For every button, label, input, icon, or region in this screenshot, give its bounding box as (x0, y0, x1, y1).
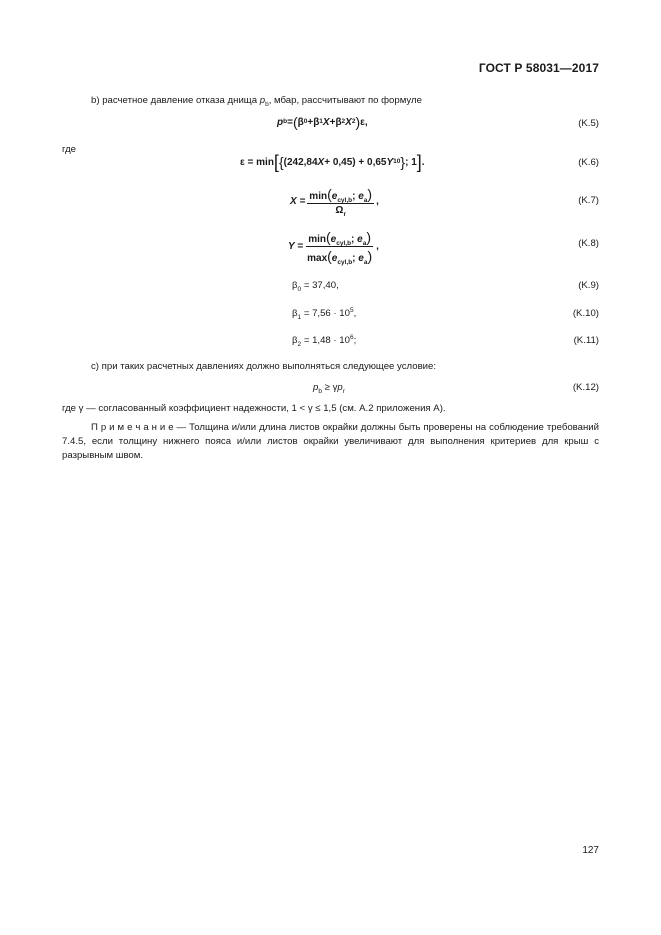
k5-lhs: p (277, 116, 284, 128)
k5-b0: β (297, 116, 304, 128)
k6-inner1: (242,84 (283, 156, 318, 168)
note-text: — Толщина и/или длина листов окрайки должны быть проверены на соблюдение требований 7.4.5, если толщину нижнего пояса и/или листов окрайки увеличивают для выполнения критериев для крыш с разрывным швом. (62, 422, 599, 461)
k11-rest: = 1,48 · 10 (301, 335, 350, 346)
k7-denominator (333, 204, 348, 216)
k10-rest: = 7,56 · 10 (301, 308, 350, 319)
k8-den-e1: e (331, 252, 338, 264)
page-number: 127 (582, 845, 599, 856)
k11-end: ; (353, 335, 357, 346)
item-b-var: p (259, 95, 266, 106)
k8-num-open: ( (326, 228, 331, 245)
equation-number-k8: (K.8) (578, 238, 599, 249)
k12-lhs-sub: b (318, 387, 322, 395)
k6-x: X (317, 156, 325, 168)
where-label: где (62, 144, 77, 155)
k5-close: ) (355, 114, 361, 130)
k6-y: Y (386, 156, 394, 168)
formula-k6: ε = min [ { (242,84 X + 0,45) + 0,65 Y 10 } ; 1 ] . (240, 151, 425, 172)
formula-k12 (313, 382, 345, 393)
k6-dot: . (421, 156, 425, 168)
k11-sub: 2 (297, 340, 302, 348)
k8-num-sep: ; (351, 233, 358, 245)
gamma-definition: где γ — согласованный коэффициент надежности, 1 < γ ≤ 1,5 (см. А.2 приложения А). (62, 403, 446, 414)
item-b-var-sub: b (265, 100, 269, 108)
k6-inner2: + 0,45) + 0,65 (324, 156, 387, 168)
k8-den-e2-sub: a (363, 258, 368, 266)
k8-denominator (305, 247, 374, 264)
equation-number-k6: (K.6) (578, 157, 599, 168)
k8-num-text: min (308, 233, 326, 245)
formula-k7 (290, 184, 379, 218)
k8-fraction (305, 229, 374, 264)
item-b-paragraph (91, 95, 422, 106)
k7-num-e2: e (358, 191, 364, 202)
formula-k10 (292, 308, 356, 319)
equation-number-k12: (K.12) (572, 382, 599, 393)
k5-tail: , (364, 116, 368, 128)
equation-number-k9: (K.9) (578, 280, 599, 291)
k8-tail: , (376, 240, 379, 252)
k6-lhs: ε = min (240, 156, 274, 168)
note-label: П р и м е ч а н и е (91, 422, 174, 433)
k5-plus2: + (329, 116, 336, 128)
k8-num-close: ) (366, 228, 372, 245)
k7-num-open: ( (327, 186, 332, 202)
k8-lhs: Y = (288, 240, 304, 252)
formula-k9 (292, 280, 339, 291)
item-b-text-after: , мбар, рассчитывают по формуле (268, 95, 422, 106)
k6-right-bracket: ] (416, 151, 422, 172)
note-paragraph (62, 421, 599, 463)
k12-lhs: p (313, 382, 319, 393)
k5-b2: β (335, 116, 342, 128)
k8-num-e1-sub: cyl,b (336, 239, 352, 247)
k8-den-sep: ; (352, 252, 359, 264)
k7-numerator (307, 186, 374, 204)
k5-x1: X (322, 116, 330, 128)
k8-den-close: ) (367, 247, 373, 264)
k7-lhs: X = (290, 195, 306, 207)
item-c-paragraph: c) при таких расчетных давлениях должно выполняться следующее условие: (91, 361, 437, 372)
k7-den-sub: r (343, 211, 346, 218)
equation-number-k10: (K.10) (572, 308, 599, 319)
k5-b1: β (313, 116, 320, 128)
k7-num-close: ) (367, 186, 373, 202)
k7-num-e1: e (331, 191, 338, 202)
k5-eps: ε (360, 116, 365, 128)
k8-num-e1: e (330, 233, 337, 245)
formula-k11 (292, 335, 356, 346)
k12-mid: ≥ γ (321, 382, 338, 393)
k9-sym: β (292, 280, 298, 291)
equation-number-k5: (K.5) (578, 118, 599, 129)
k8-den-text: max (307, 252, 328, 264)
k8-numerator (306, 229, 373, 247)
k8-num-e2: e (357, 233, 363, 245)
k11-sym: β (292, 335, 298, 346)
formula-k5: p b = ( β 0 + β 1 X + β 2 X 2 ) ε , (277, 114, 368, 130)
k6-right-brace: } (400, 154, 406, 170)
k5-x2: X (345, 116, 352, 128)
k8-num-e2-sub: a (362, 239, 367, 247)
k7-den: Ω (335, 205, 344, 216)
k10-sup: 5 (349, 306, 354, 314)
item-b-text-before: b) расчетное давление отказа днища (91, 95, 260, 106)
k12-rhs: p (337, 382, 343, 393)
k7-num-text: min (309, 191, 328, 202)
k10-sym: β (292, 308, 298, 319)
k10-end: , (353, 308, 357, 319)
k7-fraction (307, 186, 374, 216)
equation-number-k7: (K.7) (578, 195, 599, 206)
k6-left-bracket: [ (273, 151, 279, 172)
k7-num-e1-sub: cyl,b (337, 197, 353, 204)
k8-den-e2: e (358, 252, 364, 264)
k12-rhs-sub: r (342, 387, 345, 395)
k6-left-brace: { (278, 154, 284, 170)
k5-plus1: + (307, 116, 314, 128)
k11-sup: 6 (349, 333, 354, 341)
document-header: ГОСТ Р 58031—2017 (478, 61, 599, 75)
k7-tail: , (376, 195, 379, 207)
k10-sub: 1 (297, 313, 302, 321)
k7-num-e2-sub: a (363, 197, 368, 204)
k9-sub: 0 (297, 285, 302, 293)
k7-num-sep: ; (352, 191, 359, 202)
k5-open: ( (292, 114, 298, 130)
k8-den-e1-sub: cyl,b (337, 258, 353, 266)
k9-rest: = 37,40, (301, 280, 339, 291)
k5-eq: = (287, 116, 293, 128)
equation-number-k11: (K.11) (573, 335, 599, 346)
formula-k8 (288, 227, 379, 265)
k8-den-open: ( (327, 247, 332, 264)
k6-tail: ; 1 (405, 156, 417, 168)
